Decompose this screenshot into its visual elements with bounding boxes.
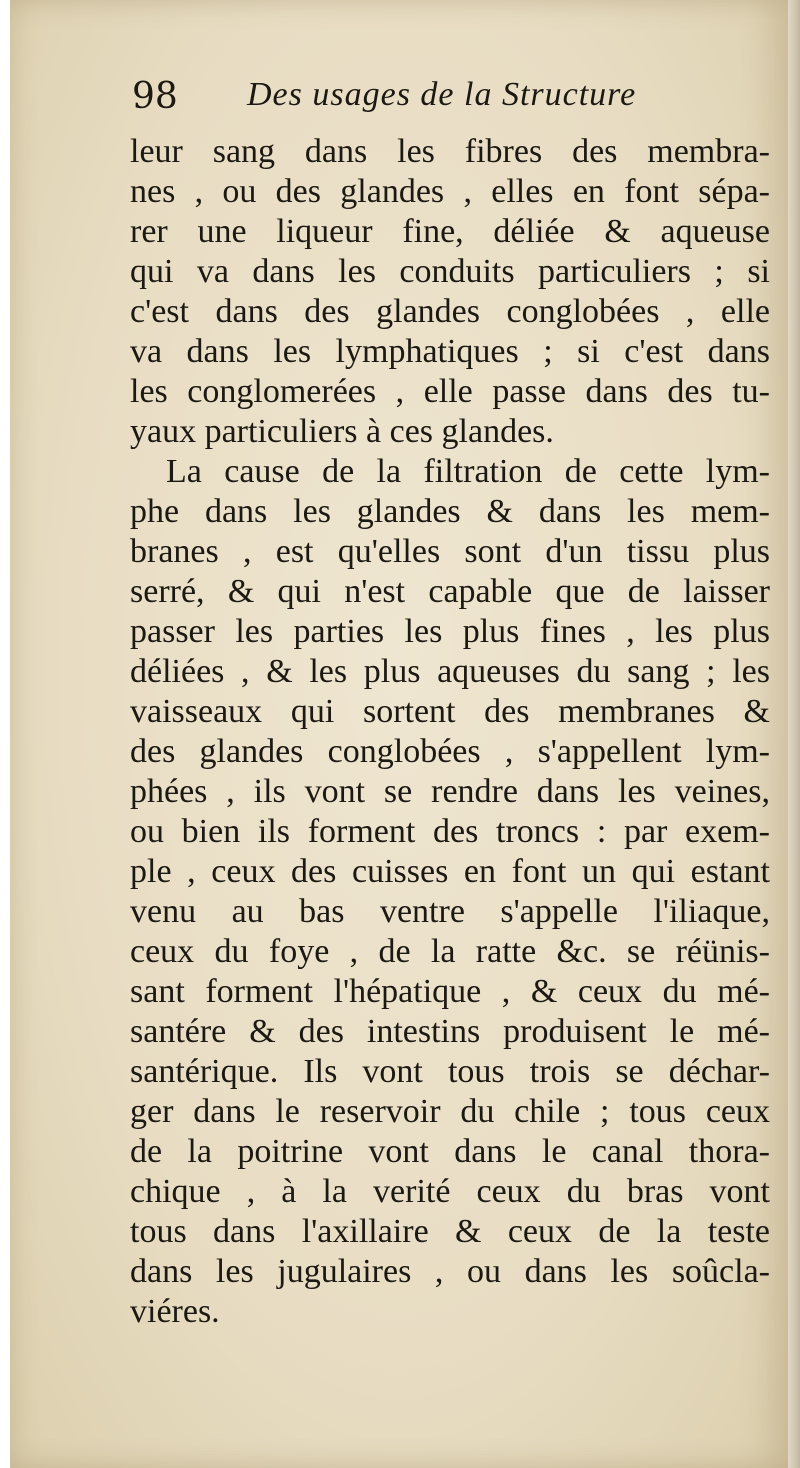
text-line: ou bien ils forment des troncs : par exem- bbox=[130, 813, 770, 850]
text-line: de la poitrine vont dans le canal thora- bbox=[130, 1133, 770, 1170]
text-line: tous dans l'axillaire & ceux de la teste bbox=[130, 1213, 770, 1250]
text-line: ger dans le reservoir du chile ; tous ceux bbox=[130, 1093, 770, 1130]
text-line: déliées , & les plus aqueuses du sang ; les bbox=[130, 653, 770, 690]
text-line: qui va dans les conduits particuliers ; si bbox=[130, 253, 770, 290]
text-line: chique , à la verité ceux du bras vont bbox=[130, 1173, 770, 1210]
text-line: sant forment l'hépatique , & ceux du mé- bbox=[130, 973, 770, 1010]
text-line: santére & des intestins produisent le mé- bbox=[130, 1013, 770, 1050]
text-line: branes , est qu'elles sont d'un tissu plus bbox=[130, 533, 770, 570]
text-line: viéres. bbox=[130, 1293, 220, 1330]
text-line: c'est dans des glandes conglobées , elle bbox=[130, 293, 770, 330]
page-header bbox=[132, 72, 772, 132]
text-line: santérique. Ils vont tous trois se déchar- bbox=[130, 1053, 770, 1090]
text-line: va dans les lymphatiques ; si c'est dans bbox=[130, 333, 770, 370]
text-line: leur sang dans les fibres des membra- bbox=[130, 133, 770, 170]
text-line: des glandes conglobées , s'appellent lym- bbox=[130, 733, 770, 770]
text-line: phe dans les glandes & dans les mem- bbox=[130, 493, 770, 530]
text-line: ceux du foye , de la ratte &c. se réünis- bbox=[130, 933, 770, 970]
text-line: serré, & qui n'est capable que de laisser bbox=[130, 573, 770, 610]
text-line: les conglomerées , elle passe dans des tu- bbox=[130, 373, 770, 410]
text-line: ple , ceux des cuisses en font un qui estant bbox=[130, 853, 770, 890]
page-number: 98 bbox=[132, 76, 178, 117]
text-line: phées , ils vont se rendre dans les veines, bbox=[130, 773, 770, 810]
text-line: dans les jugulaires , ou dans les soûcla- bbox=[130, 1253, 770, 1290]
page-edge-shadow bbox=[788, 0, 800, 1468]
text-line: venu au bas ventre s'appelle l'iliaque, bbox=[130, 893, 770, 930]
body-text bbox=[130, 132, 770, 1332]
text-line: vaisseaux qui sortent des membranes & bbox=[130, 693, 770, 730]
text-line: passer les parties les plus fines , les plus bbox=[130, 613, 770, 650]
paragraph-start-line: La cause de la filtration de cette lym- bbox=[166, 453, 770, 490]
text-line: yaux particuliers à ces glandes. bbox=[130, 413, 554, 450]
text-line: nes , ou des glandes , elles en font sépa- bbox=[130, 173, 770, 210]
text-line: rer une liqueur fine, déliée & aqueuse bbox=[130, 213, 770, 250]
running-head: Des usages de la Structure bbox=[247, 76, 637, 113]
